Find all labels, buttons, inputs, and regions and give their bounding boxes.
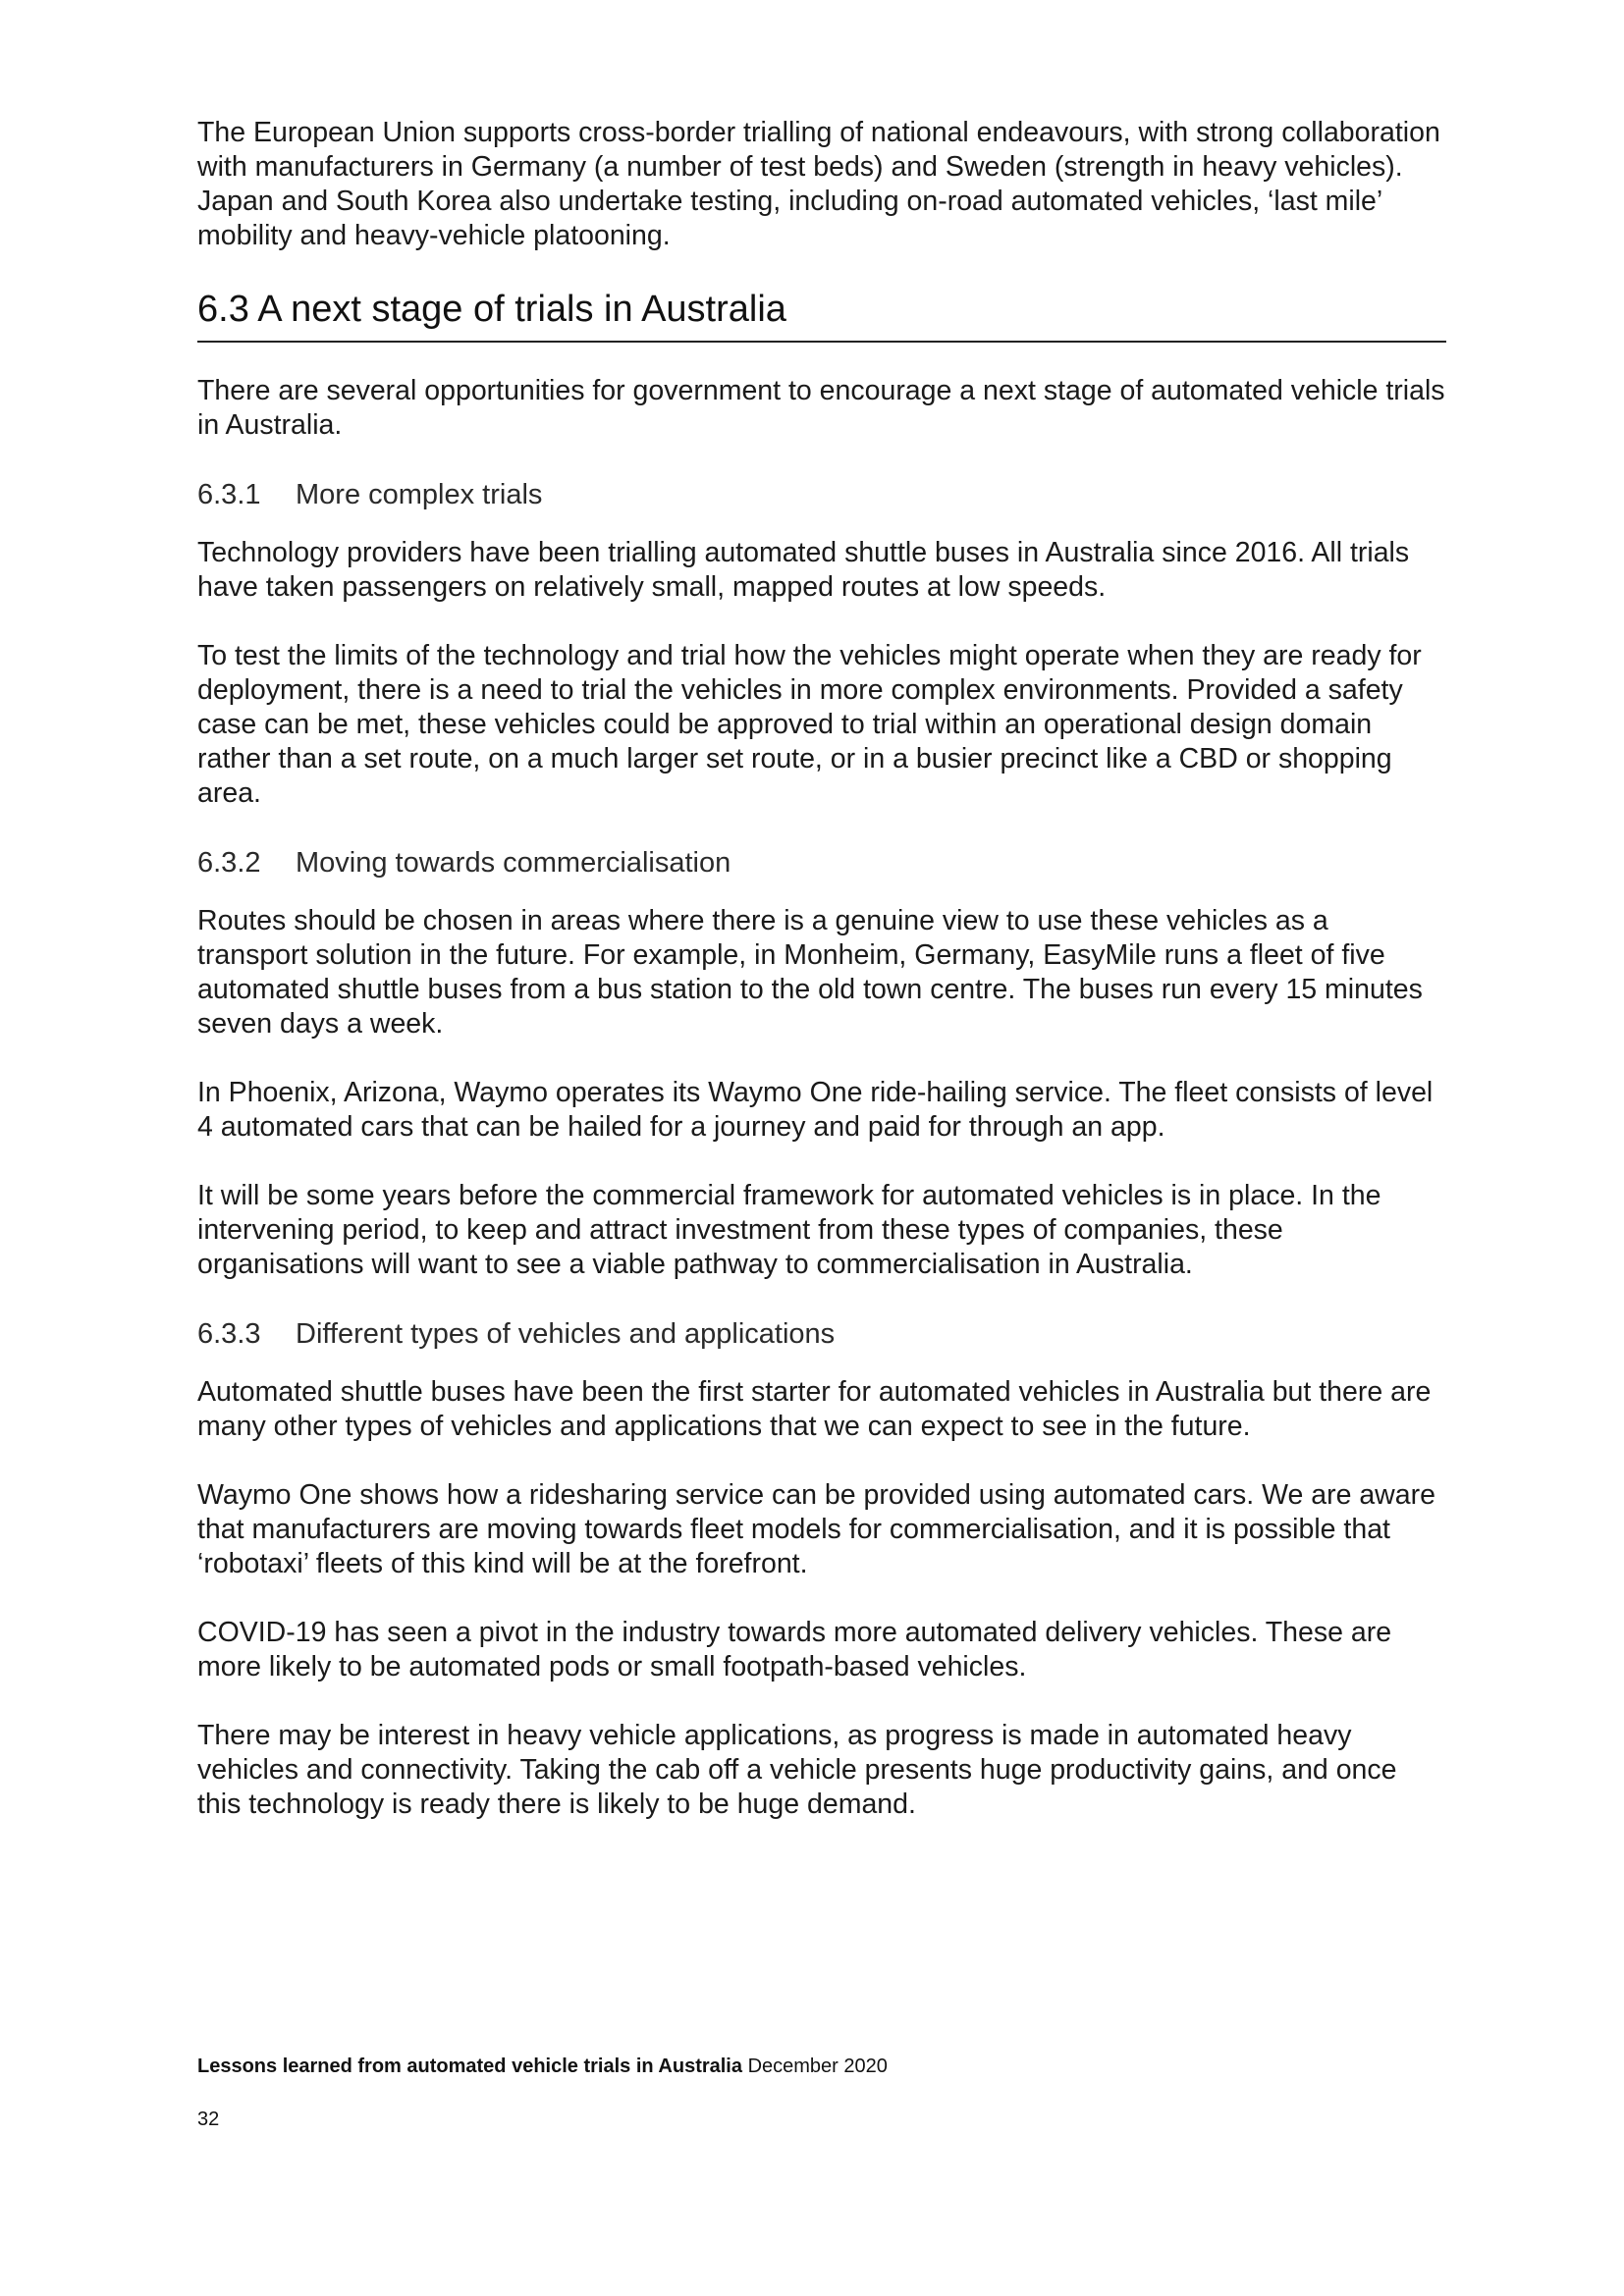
paragraph: Technology providers have been trialling automated shuttle buses in Australia since 2016. All trials have taken passengers on relatively small, mapped routes at low speeds. (197, 537, 1410, 603)
subsection-title: Moving towards commercialisation (296, 847, 731, 879)
subsection-title: Different types of vehicles and applications (296, 1318, 836, 1350)
subsection-number: 6.3.1 (197, 479, 261, 510)
paragraph: Automated shuttle buses have been the first starter for automated vehicles in Australia but there are many other types of vehicles and applications that we can expect to see in the future. (197, 1376, 1432, 1442)
section-paragraph: There are several opportunities for government to encourage a next stage of automated vehicle trials in Australia. (197, 375, 1445, 441)
paragraph: In Phoenix, Arizona, Waymo operates its Waymo One ride-hailing service. The fleet consists of level 4 automated cars that can be hailed for a journey and paid for through an app. (197, 1077, 1434, 1143)
section-heading: 6.3 A next stage of trials in Australia (197, 288, 1446, 343)
page-footer (197, 2056, 888, 2078)
page-content (197, 116, 1446, 1856)
intro-paragraph: The European Union supports cross-border trialling of national endeavours, with strong collaboration with manufacturers in Germany (a number of test beds) and Sweden (strength in heavy vehicles). Japan and South Korea also undertake testing, including on-road automated vehicles, ‘last mile’ mobility and heavy-vehicle platooning. (197, 117, 1440, 251)
paragraph: There may be interest in heavy vehicle applications, as progress is made in automated heavy vehicles and connectivity. Taking the cab off a vehicle presents huge productivity gains, and once this technology is ready there is likely to be huge demand. (197, 1720, 1397, 1820)
paragraph: Routes should be chosen in areas where there is a genuine view to use these vehicles as a transport solution in the future. For example, in Monheim, Germany, EasyMile runs a fleet of five automated shuttle buses from a bus station to the old town centre. The buses run every 15 minutes seven days a week. (197, 905, 1423, 1040)
subsection-number: 6.3.3 (197, 1318, 261, 1350)
subsection-heading-6-3-2 (197, 845, 1446, 881)
paragraph: It will be some years before the commercial framework for automated vehicles is in place. In the intervening period, to keep and attract investment from these types of companies, these organisations will want to see a viable pathway to commercialisation in Australia. (197, 1180, 1381, 1280)
paragraph: Waymo One shows how a ridesharing service can be provided using automated cars. We are aware that manufacturers are moving towards fleet models for commercialisation, and it is possible that ‘robotaxi’ fleets of this kind will be at the forefront. (197, 1479, 1435, 1579)
subsection-title: More complex trials (296, 479, 543, 510)
paragraph: COVID-19 has seen a pivot in the industry towards more automated delivery vehicles. These are more likely to be automated pods or small footpath-based vehicles. (197, 1617, 1392, 1682)
footer-date: December 2020 (747, 2056, 888, 2077)
subsection-heading-6-3-3 (197, 1316, 1446, 1352)
page-number: 32 (197, 2109, 220, 2130)
subsection-number: 6.3.2 (197, 847, 261, 879)
subsection-heading-6-3-1 (197, 477, 1446, 512)
footer-title: Lessons learned from automated vehicle trials in Australia (197, 2056, 742, 2077)
paragraph: To test the limits of the technology and trial how the vehicles might operate when they are ready for deployment, there is a need to trial the vehicles in more complex environments. Provided a safety case can be met, these vehicles could be approved to trial within an operational design domain rather than a set route, on a much larger set route, or in a busier precinct like a CBD or shopping area. (197, 640, 1422, 809)
